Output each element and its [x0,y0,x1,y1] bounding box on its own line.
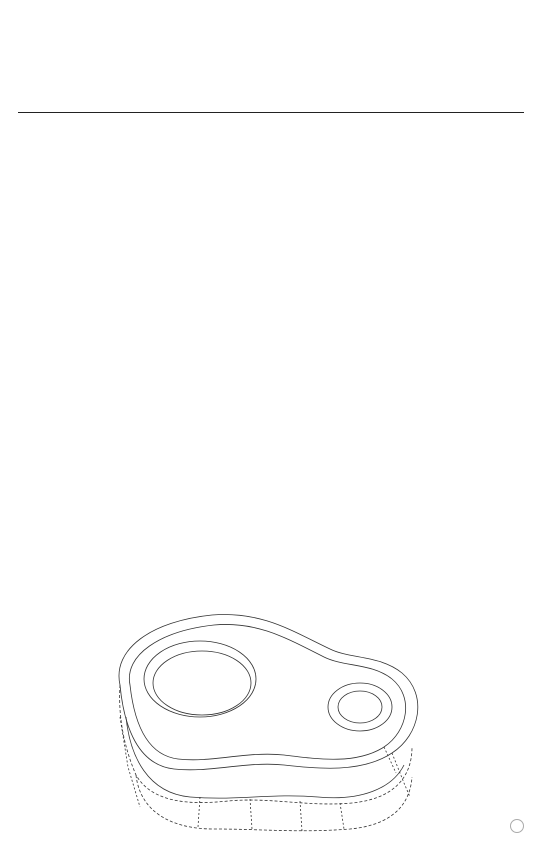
inventor [78,169,84,179]
toy-bottom-outline [136,775,412,831]
toy-end-cap [384,747,410,797]
toy-side-band-2 [126,717,404,798]
term [78,211,100,221]
uspc-class [46,328,258,338]
appl-no [78,232,81,242]
toy-dome-button-inner [338,691,382,723]
assignee [78,190,83,200]
wechat-icon [510,819,524,833]
applicant [78,148,82,158]
header-rule [18,112,524,113]
barcode [282,12,526,34]
toy-top-rim [129,624,405,759]
toy-large-hole [144,641,256,717]
toy-large-hole-inner [153,651,251,715]
watermark [510,819,528,833]
fidget-toy-drawing [0,597,542,847]
filed [78,253,100,263]
